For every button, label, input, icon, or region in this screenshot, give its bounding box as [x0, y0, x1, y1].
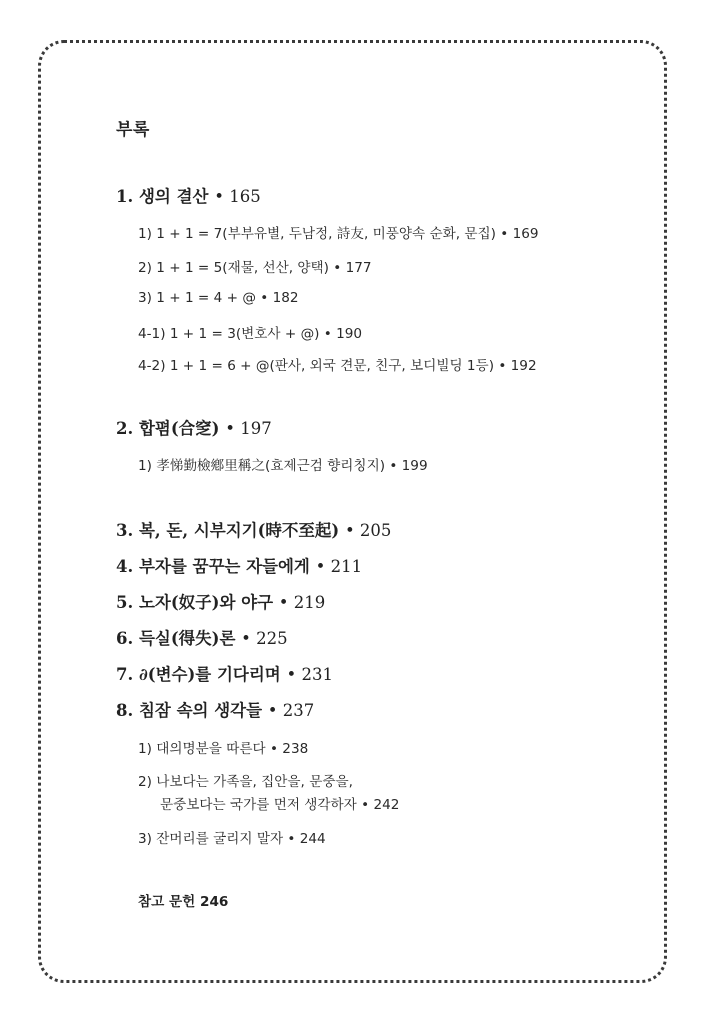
- toc-chapter-page: • 197: [225, 419, 272, 438]
- toc-chapter-title: 4. 부자를 꿈꾸는 자들에게: [116, 557, 310, 576]
- toc-references[interactable]: 참고 문헌 246: [138, 894, 229, 910]
- toc-chapter-page: • 231: [286, 665, 333, 684]
- toc-chapter-page: • 211: [315, 557, 363, 576]
- toc-chapter-3[interactable]: [116, 517, 391, 541]
- toc-subitem[interactable]: 1) 1 + 1 = 7(부부유별, 두남정, 詩友, 미풍양속 순화, 문집) • 169: [138, 226, 539, 242]
- toc-subitem[interactable]: 4-1) 1 + 1 = 3(변호사 + @) • 190: [138, 326, 363, 342]
- toc-subitem[interactable]: 3) 1 + 1 = 4 + @ • 182: [138, 290, 299, 306]
- toc-subitem[interactable]: 3) 잔머리를 굴리지 말자 • 244: [138, 831, 326, 847]
- page-title: 부록: [116, 120, 150, 140]
- toc-subitem-continuation[interactable]: 문중보다는 국가를 먼저 생각하자 • 242: [160, 797, 400, 813]
- toc-chapter-1[interactable]: [116, 183, 261, 207]
- toc-chapter-title: 3. 복, 돈, 시부지기(時不至起): [116, 521, 340, 540]
- toc-chapter-2[interactable]: [116, 415, 272, 439]
- toc-chapter-7[interactable]: [116, 661, 333, 685]
- toc-subitem[interactable]: 1) 孝悌勤檢鄕里稱之(효제근검 향리칭지) • 199: [138, 458, 428, 474]
- toc-chapter-5[interactable]: [116, 589, 325, 613]
- toc-chapter-title: 6. 득실(得失)론: [116, 629, 236, 648]
- toc-chapter-title: 1. 생의 결산: [116, 187, 209, 206]
- page-border: [38, 40, 667, 983]
- toc-chapter-title: 7. ∂(변수)를 기다리며: [116, 665, 281, 684]
- toc-chapter-title: 5. 노자(奴子)와 야구: [116, 593, 274, 612]
- toc-chapter-4[interactable]: [116, 553, 362, 577]
- toc-chapter-page: • 205: [344, 521, 392, 540]
- toc-chapter-6[interactable]: [116, 625, 288, 649]
- toc-chapter-page: • 219: [278, 593, 326, 612]
- toc-chapter-page: • 225: [241, 629, 288, 648]
- toc-chapter-title: 8. 침잠 속의 생각들: [116, 701, 263, 720]
- toc-subitem[interactable]: 1) 대의명분을 따른다 • 238: [138, 741, 309, 757]
- toc-subitem[interactable]: 4-2) 1 + 1 = 6 + @(판사, 외국 견문, 친구, 보디빌딩 1등) • 192: [138, 358, 537, 374]
- toc-chapter-8[interactable]: [116, 697, 314, 721]
- toc-chapter-page: • 237: [267, 701, 315, 720]
- toc-subitem[interactable]: 2) 나보다는 가족을, 집안을, 문중을,: [138, 774, 353, 790]
- toc-chapter-title: 2. 합폄(合窆): [116, 419, 220, 438]
- toc-chapter-page: • 165: [214, 187, 261, 206]
- toc-subitem[interactable]: 2) 1 + 1 = 5(재물, 선산, 양택) • 177: [138, 260, 372, 276]
